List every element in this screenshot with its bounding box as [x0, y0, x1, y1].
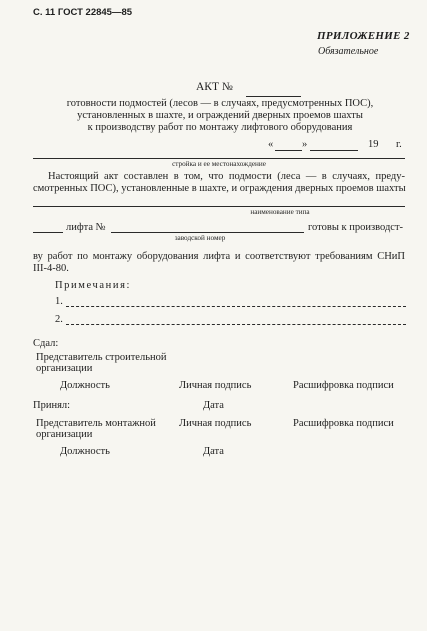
note-number-2: 2.	[55, 314, 63, 325]
position-label-2: Должность	[60, 446, 110, 457]
date-close-quote: »	[302, 139, 308, 150]
act-title: АКТ №	[196, 81, 233, 93]
note-number-1: 1.	[55, 296, 63, 307]
body-paragraph-2-line-2: III-4-80.	[33, 263, 69, 274]
caption-serial: заводской номер	[174, 234, 226, 242]
signature-decoding-label: Расшифровка подписи	[293, 380, 394, 391]
date-day-line	[275, 150, 302, 151]
date-year-suffix: г.	[396, 139, 402, 150]
personal-signature-label-2: Личная подпись	[179, 418, 252, 429]
body-paragraph-2-line-1: ву работ по монтажу оборудования лифта и соответствуют требованиям СНиП	[33, 251, 405, 262]
caption-type: наименование типа	[250, 208, 310, 216]
installer-rep-line-2: организации	[36, 429, 93, 440]
personal-signature-label: Личная подпись	[179, 380, 252, 391]
date-label: Дата	[203, 400, 224, 411]
appendix-status: Обязательное	[318, 46, 379, 57]
lift-tail: готовы к производст-	[308, 222, 404, 233]
builder-rep-line-2: организации	[36, 363, 93, 374]
body-paragraph-1-line-1: Настоящий акт составлен в том, что подмости (леса — в случаях, преду-	[48, 171, 405, 182]
page-reference: С. 11 ГОСТ 22845—85	[33, 7, 133, 18]
type-line	[33, 206, 405, 207]
appendix-title: ПРИЛОЖЕНИЕ 2	[317, 30, 410, 42]
note-line-1	[66, 306, 406, 307]
body-paragraph-1-line-2: смотренных ПОС), установленные в шахте, и ограждения дверных проемов шахты	[33, 183, 406, 194]
signature-decoding-label-2: Расшифровка подписи	[293, 418, 394, 429]
builder-rep-line-1: Представитель строительной	[36, 352, 167, 363]
date-month-line	[310, 150, 358, 151]
date-label-2: Дата	[203, 446, 224, 457]
handed-over-label: Сдал:	[33, 338, 59, 349]
act-subtitle-line-1: готовности подмостей (лесов — в случаях, предусмотренных ПОС),	[66, 98, 374, 109]
caption-site: стройка и ее местонахождение	[172, 160, 266, 168]
accepted-label: Принял:	[33, 400, 71, 411]
date-year: 19	[368, 139, 379, 150]
act-subtitle-line-3: к производству работ по монтажу лифтового оборудования	[87, 122, 353, 133]
note-line-2	[66, 324, 406, 325]
installer-rep-line-1: Представитель монтажной	[36, 418, 156, 429]
lift-label: лифта №	[66, 222, 106, 233]
position-label: Должность	[60, 380, 110, 391]
act-number-line	[246, 96, 301, 97]
act-subtitle-line-2: установленных в шахте, и ограждений дверных проемов шахты	[77, 110, 363, 121]
date-open-quote: «	[268, 139, 274, 150]
notes-heading: Примечания:	[55, 280, 132, 291]
site-line	[33, 158, 405, 159]
lift-type-line	[33, 232, 63, 233]
lift-number-line	[111, 232, 304, 233]
